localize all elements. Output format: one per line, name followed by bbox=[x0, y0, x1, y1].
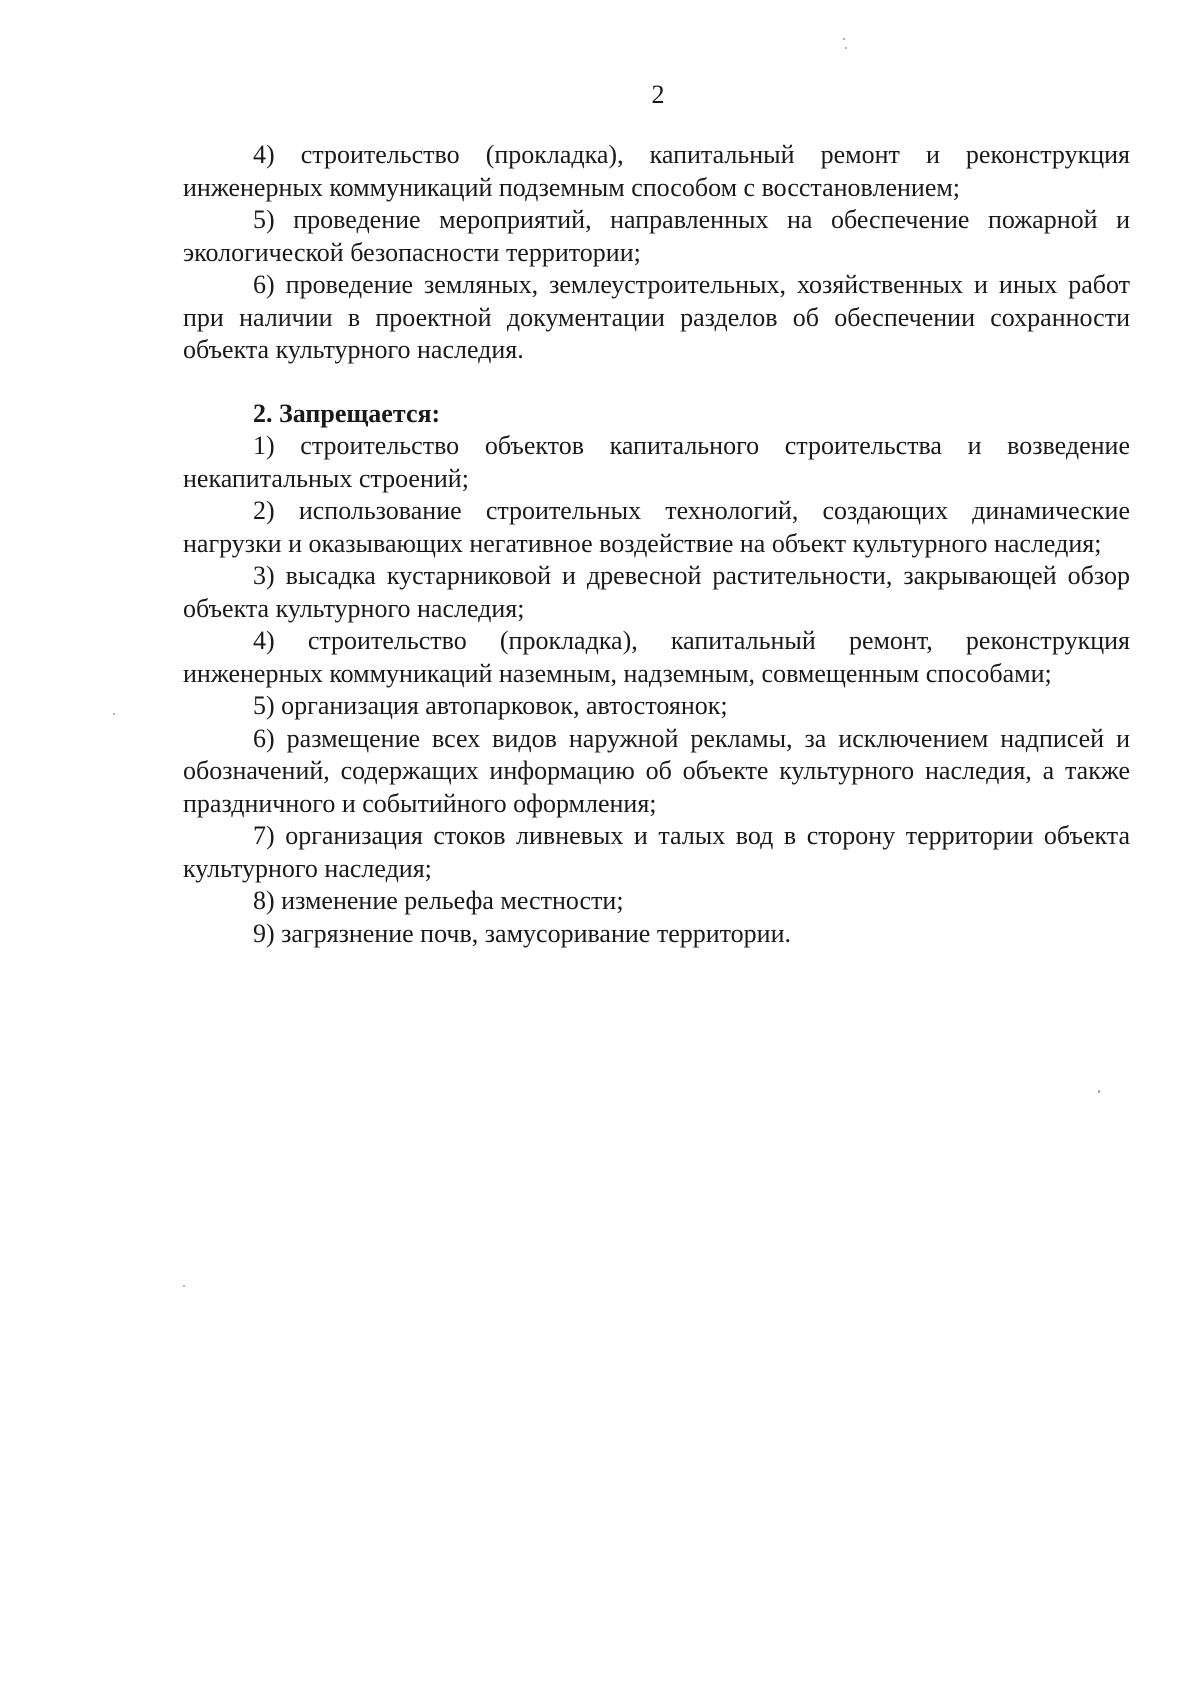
list-item: 9) загрязнение почв, замусоривание территории. bbox=[253, 918, 792, 948]
list-item: 7) организация стоков ливневых и талых вод в сторону территории объекта культурного наследия; bbox=[183, 821, 1130, 883]
list-item: 5) проведение мероприятий, направленных на обеспечение пожарной и экологической безопасности территории; bbox=[183, 205, 1130, 267]
list-item: 6) проведение земляных, землеустроительных, хозяйственных и иных работ при наличии в проектной документации разделов об обеспечении сохранности объекта культурного наследия. bbox=[183, 270, 1130, 364]
scan-speck bbox=[843, 38, 845, 40]
list-item: 4) строительство (прокладка), капитальный ремонт, реконструкция инженерных коммуникаций наземным, надземным, совмещенным способами; bbox=[183, 626, 1130, 688]
list-item: 6) размещение всех видов наружной рекламы, за исключением надписей и обозначений, содержащих информацию об объекте культурного наследия, а также праздничного и событийного оформления; bbox=[183, 723, 1130, 818]
list-item: 3) высадка кустарниковой и древесной растительности, закрывающей обзор объекта культурного наследия; bbox=[183, 561, 1130, 623]
list-item: 1) строительство объектов капитального строительства и возведение некапитальных строений; bbox=[183, 431, 1130, 493]
document-body bbox=[183, 139, 1130, 950]
page-number: 2 bbox=[651, 80, 665, 109]
section-heading: 2. Запрещается: bbox=[253, 398, 441, 428]
list-item: 8) изменение рельефа местности; bbox=[253, 886, 624, 915]
list-item: 2) использование строительных технологий, создающих динамические нагрузки и оказывающих негативное воздействие на объект культурного наследия; bbox=[183, 496, 1130, 558]
scan-speck bbox=[183, 1285, 185, 1287]
scan-speck bbox=[1098, 1090, 1100, 1093]
scan-speck bbox=[113, 713, 115, 715]
list-item: 5) организация автопарковок, автостоянок; bbox=[253, 691, 728, 720]
list-item: 4) строительство (прокладка), капитальный ремонт и реконструкция инженерных коммуникаций подземным способом с восстановлением; bbox=[183, 140, 1130, 202]
scan-speck bbox=[845, 47, 847, 49]
